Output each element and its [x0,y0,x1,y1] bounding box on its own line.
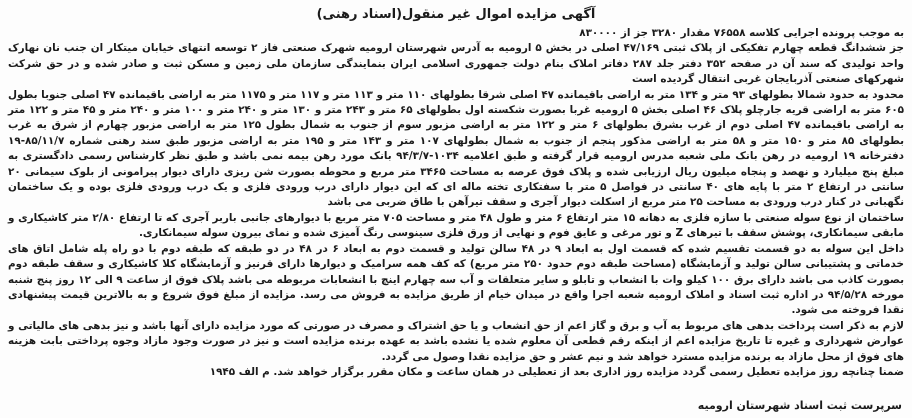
notice-paragraph-liabilities: لازم به ذکر است پرداخت بدهی های مربوط به آب و برق و گاز اعم از حق انشعاب و یا حق اشتراک و مصرف در صورتی که مورد مزایده دارای آنها باشد و نیز بدهی های مالیاتی و عوارض شهرداری و غیره تا تاریخ مزایده اعم از اینکه رقم قطعی آن معلوم شده یا نشده باشد به عهده برنده مزایده است و نیز در صورت وجود مازاد وجوه پرداختی بابت هزینه های فوق از محل مازاد به برنده مزایده مسترد خواهد شد و نیم عشر و حق مزایده نقدا وصول می گردد. [8,319,904,363]
notice-paragraph-case: به موجب پرونده اجرایی کلاسه ۷۶۵۵۸ مقدار ۳۲۸۰ جز از ۸۳۰۰۰۰ [579,27,904,39]
notice-paragraph-holiday: ضمنا چنانچه روز مزایده تعطیل رسمی گردد مزایده روز اداری بعد از تعطیلی در همان ساعت و مکان مقرر برگزار خواهد شد. م الف ۱۹۴۵ [209,365,904,378]
notice-signature: سرپرست ثبت اسناد شهرستان ارومیه [697,399,902,412]
notice-paragraph-interior: داخل این سوله به دو قسمت تقسیم شده که قسمت اول به ابعاد ۹ در ۴۸ سالن تولید و قسمت دوم به ابعاد ۶ در ۴۸ در دو طبقه که طبقه دوم با دو راه پله شامل اتاق های خدماتی و پشتیبانی سالن تولید و آزمایشگاه (مساحت طبقه دوم حدود ۲۵۰ متر مربع) که کف همه سرامیک و دیوارها دارای قرنیز و آزمایشگاه کلا کاشیکاری و سقف طبقه دوم بصورت کاذب می باشد دارای برق ۱۰۰ کیلو وات با انشعاب و تابلو و سایر متعلقات و آب سه چهارم اینچ با انشعابات مربوطه می باشد پلاک فوق از ساعت ۹ الی ۱۲ روز پنج شنبه مورخه ۹۴/۵/۲۸ در اداره ثبت اسناد و املاک ارومیه شعبه اجرا واقع در میدان خیام از طریق مزایده به فروش می رسد. مزایده از مبلغ فوق شروع و به بالاترین قیمت پیشنهادی نقدا فروخته می شود. [8,242,904,317]
notice-paragraph-boundaries: محدود به حدود شمالا بطولهای ۹۳ متر و ۱۳۴ متر به اراضی باقیمانده ۴۷ اصلی شرقا بطولهای ۱۱۰ متر و ۱۱۳ متر و ۱۱۷ متر و ۱۱۷۵ متر به اراضی باقیمانده ۴۷ اصلی جنوبا بطول ۶۰۵ متر به اراضی قریه جارچلو پلاک ۴۶ اصلی بخش ۵ ارومیه غربا بصورت شکسته اول بطولهای ۶۵ متر و ۲۴۳ متر و ۱۳۰ متر و ۲۴۰ متر و ۱۰۰ متر و ۲۴۰ متر و ۴۵ متر و ۱۲۲ متر به اراضی باقیمانده ۴۷ اصلی دوم از غرب بشرق بطولهای ۶ متر و ۱۲۲ متر به اراضی مزبور سوم از جنوب به شمال بطول ۱۲۵ متر به اراضی مزبور چهارم از شرق به غرب بطولهای ۸۵ متر و ۱۵۰ متر و ۵۸ متر به اراضی مذکور پنجم از جنوب به شمال بطولهای ۱۰۷ متر و ۱۴۳ متر و ۱۹۵ متر به اراضی مزبور طبق سند رهنی شماره ۸۵/۱۱/۷-۱۹ دفترخانه ۱۹ ارومیه در رهن بانک ملی شعبه مدرس ارومیه قرار گرفته و طبق اعلامیه ۱۰۳۴-۹۴/۳/۷ بانک مورد رهن بیمه نمی باشد و طبق نظر کارشناس رسمی دادگستری به مبلغ پنج میلیارد و نهصد و پنجاه میلیون ریال ارزیابی شده و پلاک فوق عرصه به مساحت ۳۴۶۵ متر مربع و محوطه بصورت شن ریزی دارای دیوار پیرامونی از بلوک سیمانی ۲۰ سانتی در ارتفاع ۲ متر با پایه های ۴۰ سانتی در فواصل ۵ متر با سفتکاری تخته ماله ای که این دیوار دارای درب ورودی فلزی و یک درب ورودی فلزی بوده و یک ساختمان نگهبانی در کنار درب ورودی به مساحت ۲۵ متر مربع از اسکلت دیوار آجری و سقف تیرآهن با طاق ضربی می باشد [8,88,905,209]
notice-body [8,26,904,380]
notice-paragraph-property: جز ششدانگ قطعه چهارم تفکیکی از پلاک ثبتی ۴۷/۱۶۹ اصلی در بخش ۵ ارومیه به آدرس شهرستان ارومیه شهرک صنعتی فاز ۲ توسعه انتهای خیابان میتکار ان جنب نان نهارک واحد تولیدی که سند آن در صفحه ۳۵۲ دفتر جلد ۲۸۷ دفاتر املاک بنام دولت جمهوری اسلامی ایران بنمایندگی سازمان ملی زمین و مسکن ثبت و صادر شده و در حق شرکت شهرکهای صنعتی آذربایجان غربی انتقال گردیده است [8,42,904,86]
notice-paragraph-building: ساختمان از نوع سوله صنعتی با سازه فلزی به دهانه ۱۵ متر ارتفاع ۶ متر و طول ۴۸ متر و مساحت ۷۰۵ متر مربع با دیوارهای جانبی باربر آجری که تا ارتفاع ۲/۸۰ متر کاشیکاری و مابقی سیمانکاری، پوشش سقف با تیرهای Z و تور مرغی و عایق فوم و نهایی از ورق فلزی سینوسی رنگ آمیزی شده و نمای بیرون سوله سیمانکاری. [8,211,905,240]
notice-title: آگهی مزایده اموال غیر منقول(اسناد رهنی) [316,7,596,22]
